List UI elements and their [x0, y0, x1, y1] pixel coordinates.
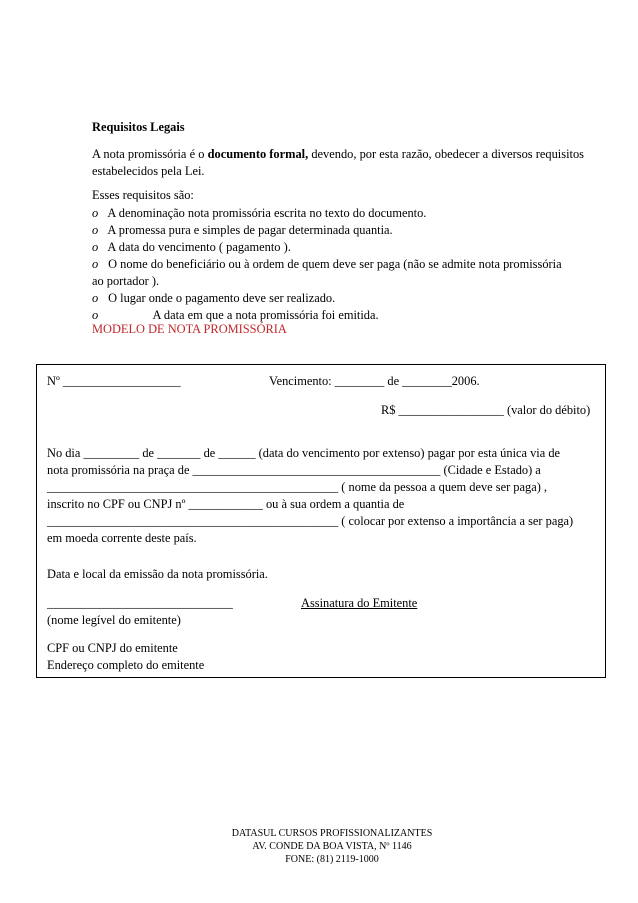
- list-item-text: A data em que a nota promissória foi emitida.: [152, 308, 379, 322]
- list-item-text: A denominação nota promissória escrita no texto do documento.: [107, 206, 427, 220]
- note-body-line: _______________________________________________ ( nome da pessoa a quem deve ser paga) ,: [47, 480, 548, 494]
- bullet-icon: o: [92, 206, 99, 220]
- promissory-note-box: [36, 364, 606, 678]
- intro-paragraph: [92, 146, 584, 180]
- bullet-icon: o: [92, 223, 99, 237]
- signature-label: Assinatura do Emitente: [301, 596, 418, 610]
- bullet-icon: o: [92, 257, 99, 271]
- model-heading: MODELO DE NOTA PROMISSÓRIA: [92, 322, 287, 336]
- list-item: [92, 239, 291, 256]
- list-item: [92, 222, 393, 239]
- intro-text-part1: A nota promissória é o: [92, 147, 208, 161]
- bullet-icon: o: [92, 308, 99, 322]
- requirements-heading: Esses requisitos são:: [92, 188, 194, 202]
- due-date: Vencimento: ________ de ________2006.: [269, 374, 480, 388]
- signature-blank: ______________________________: [47, 596, 233, 610]
- list-item-text: A promessa pura e simples de pagar determinada quantia.: [107, 223, 393, 237]
- note-body-line: inscrito no CPF ou CNPJ nº ____________ ou à sua ordem a quantia de: [47, 497, 405, 511]
- note-body-line: nota promissória na praça de ________________________________________ (Cidade e Estado) a: [47, 463, 541, 477]
- address-label: Endereço completo do emitente: [47, 658, 205, 672]
- bullet-icon: o: [92, 291, 99, 305]
- footer-company: DATASUL CURSOS PROFISSIONALIZANTES: [231, 828, 433, 839]
- list-item-text: O nome do beneficiário ou à ordem de quem deve ser paga (não se admite nota promissória: [108, 257, 562, 271]
- bullet-icon: o: [92, 240, 99, 254]
- note-number: Nº ___________________: [47, 374, 181, 388]
- list-item: [92, 256, 562, 273]
- footer-phone: FONE: (81) 2119-1000: [285, 854, 379, 865]
- cpf-cnpj-label: CPF ou CNPJ do emitente: [47, 641, 178, 655]
- list-item: [92, 290, 335, 307]
- issue-date-place: Data e local da emissão da nota promissória.: [47, 567, 268, 581]
- list-item-continuation: ao portador ).: [92, 274, 160, 288]
- footer-address: AV. CONDE DA BOA VISTA, Nº 1146: [252, 841, 412, 852]
- intro-text-bold: documento formal,: [207, 147, 309, 161]
- section-title: Requisitos Legais: [92, 120, 185, 134]
- list-item: [92, 205, 426, 222]
- amount-line: R$ _________________ (valor do débito): [381, 403, 591, 417]
- note-body-line: _______________________________________________ ( colocar por extenso a importância a ser paga): [47, 514, 574, 528]
- list-item-text: O lugar onde o pagamento deve ser realizado.: [108, 291, 336, 305]
- note-body-line: No dia _________ de _______ de ______ (data do vencimento por extenso) pagar por esta única via de: [47, 446, 561, 460]
- note-body-line: em moeda corrente deste país.: [47, 531, 197, 545]
- list-item-text: A data do vencimento ( pagamento ).: [107, 240, 291, 254]
- legible-name-label: (nome legível do emitente): [47, 613, 181, 627]
- intro-text-part2: devendo, por esta razão, obedecer a diversos requisitos estabelecidos pela Lei.: [92, 147, 584, 178]
